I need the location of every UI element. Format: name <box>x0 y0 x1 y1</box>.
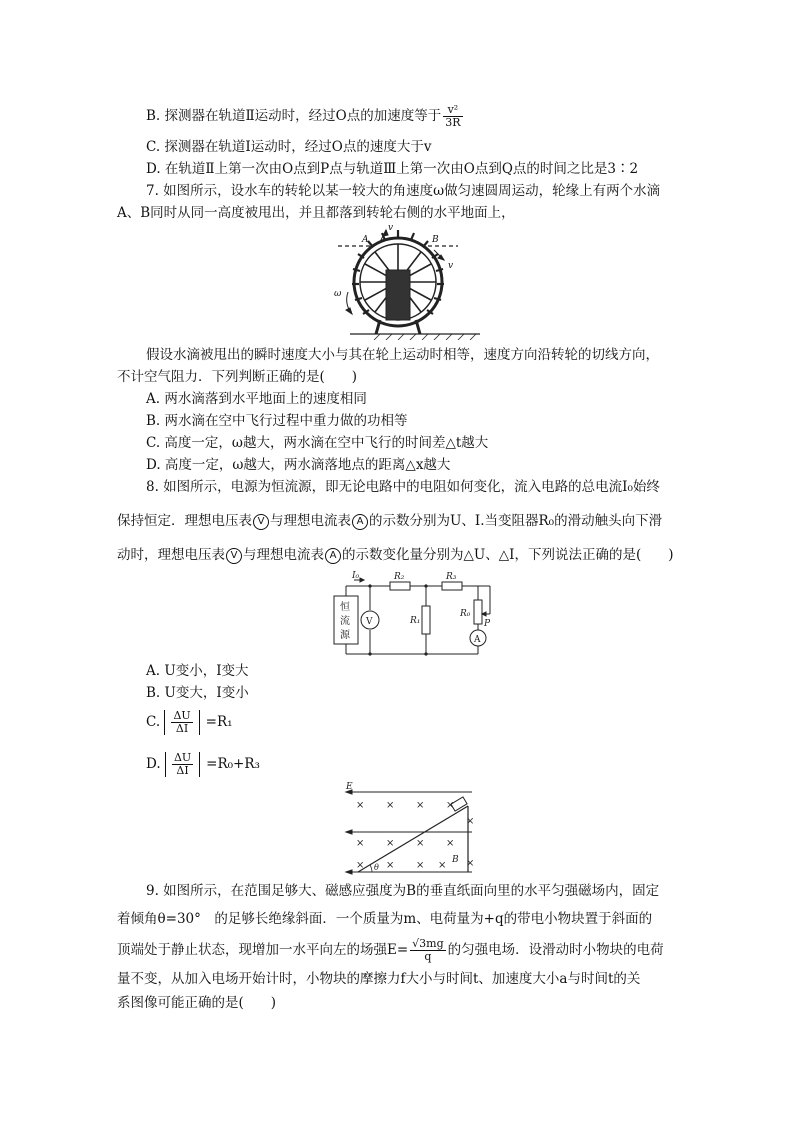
field-cross: × <box>416 860 425 871</box>
q7-option-c: C. 高度一定，ω越大，两水滴在空中飞行的时间差△t越大 <box>146 435 489 451</box>
source-char-1: 恒 <box>340 602 350 613</box>
q8-stem-line1: 8. 如图所示，电源为恒流源，即无论电路中的电阻如何变化，流入电路的总电流I₀始终 <box>146 479 660 495</box>
field-cross: × <box>386 800 395 811</box>
waterwheel-figure <box>330 222 480 340</box>
label-b: B <box>452 855 459 865</box>
label-omega: ω <box>334 289 342 299</box>
q9-stem-line1: 9. 如图所示，在范围足够大、磁感应强度为B的垂直纸面向里的水平匀强磁场内，固定 <box>146 883 660 899</box>
label-v1: v <box>388 223 394 233</box>
q6-option-c: C. 探测器在轨道Ⅰ运动时，经过O点的速度大于v <box>146 139 432 155</box>
label-r3: R₃ <box>446 572 457 582</box>
field-cross: × <box>416 800 425 811</box>
source-char-2: 流 <box>340 616 350 627</box>
q8-stem-line3: 动时，理想电压表 V 与理想电流表 A 的示数变化量分别为△U、△I，下列说法正确的是( ) <box>117 547 674 563</box>
q8-option-b: B. U变大，I变小 <box>146 685 249 701</box>
incline-field-figure <box>338 780 478 878</box>
field-cross: × <box>416 838 425 849</box>
field-cross: × <box>356 800 365 811</box>
field-cross: × <box>386 838 395 849</box>
label-p: P <box>484 619 491 629</box>
q6-option-d: D. 在轨道Ⅱ上第一次由O点到P点与轨道Ⅲ上第一次由O点到Q点的时间之比是3∶2 <box>146 161 639 177</box>
q7-option-d: D. 高度一定，ω越大，两水滴落地点的距离△x越大 <box>146 457 451 473</box>
ammeter-label: A <box>474 635 481 645</box>
field-cross: × <box>356 860 365 871</box>
source-char-3: 源 <box>340 630 350 641</box>
field-cross: × <box>386 860 395 871</box>
q6-option-b: B. 探测器在轨道Ⅱ运动时，经过O点的加速度等于 $\frac{\text{v²}}{3R}$ <box>146 103 461 129</box>
field-cross: × <box>466 858 475 869</box>
fraction: $\frac{\text{v²}}{3R}$ <box>445 103 461 129</box>
label-a: A <box>362 235 369 245</box>
q7-stem-line3: 假设水滴被甩出的瞬时速度大小与其在轮上运动时相等，速度方向沿转轮的切线方向， <box>146 347 659 363</box>
q8-option-c: C. $\frac{\Delta U}{\Delta I}$ =R₁ <box>146 709 233 735</box>
q7-stem-line1: 7. 如图所示，设水车的转轮以某一较大的角速度ω做匀速圆周运动，轮缘上有两个水滴 <box>146 183 661 199</box>
q8-stem-line2: 保持恒定．理想电压表 V 与理想电流表 A 的示数分别为U、I.当变阻器R₀的滑动触头向下滑 <box>117 513 663 529</box>
field-cross: × <box>446 800 455 811</box>
abs-value <box>165 752 200 777</box>
q7-option-b: B. 两水滴在空中飞行过程中重力做的功相等 <box>146 413 408 429</box>
ammeter-symbol: A <box>352 514 368 530</box>
label-b: B <box>432 235 439 245</box>
voltmeter-label: V <box>366 617 373 627</box>
q9-stem-line3: 顶端处于静止状态，现增加一水平向左的场强E= $\frac{√3mg}{q}$ 的匀强电场．设滑动时小物块的电荷 <box>117 937 664 963</box>
q7-option-a: A. 两水滴落到水平地面上的速度相同 <box>146 391 367 407</box>
label-v2: v <box>448 261 454 271</box>
q8-option-d: D. $\frac{\Delta U}{\Delta I}$ =R₀+R₃ <box>146 751 260 777</box>
label-r0: R₀ <box>460 609 471 619</box>
label-i0: I₀ <box>352 571 360 581</box>
field-cross: × <box>356 838 365 849</box>
field-cross: × <box>466 816 475 827</box>
fraction: $\frac{√3mg}{q}$ <box>412 937 444 963</box>
label-r1: R₁ <box>410 616 421 626</box>
voltmeter-symbol: V <box>253 514 269 530</box>
label-e: E <box>346 782 353 792</box>
q9-stem-line5: 系图像可能正确的是( ) <box>117 995 277 1011</box>
field-cross: × <box>438 860 447 871</box>
q7-stem-line2: A、B同时从同一高度被甩出，并且都落到转轮右侧的水平地面上， <box>117 205 515 221</box>
q9-stem-line4: 量不变，从加入电场开始计时，小物块的摩擦力f大小与时间t、加速度大小a与时间t的关 <box>117 971 641 987</box>
ammeter-symbol: A <box>325 548 341 564</box>
fraction: $\frac{\Delta U}{\Delta I}$ <box>173 751 192 777</box>
voltmeter-symbol: V <box>226 548 242 564</box>
field-cross: × <box>446 838 455 849</box>
fraction: $\frac{\Delta U}{\Delta I}$ <box>173 709 191 735</box>
q8-option-a: A. U变小，I变大 <box>146 663 249 679</box>
label-r2: R₂ <box>394 572 405 582</box>
q7-stem-line4: 不计空气阻力．下列判断正确的是( ) <box>117 369 358 385</box>
abs-value <box>164 710 199 735</box>
q9-stem-line2: 着倾角θ=30° 的足够长绝缘斜面．一个质量为m、电荷量为+q的带电小物块置于斜面的 <box>117 911 653 927</box>
label-theta: θ <box>374 863 379 872</box>
circuit-figure <box>324 570 496 660</box>
